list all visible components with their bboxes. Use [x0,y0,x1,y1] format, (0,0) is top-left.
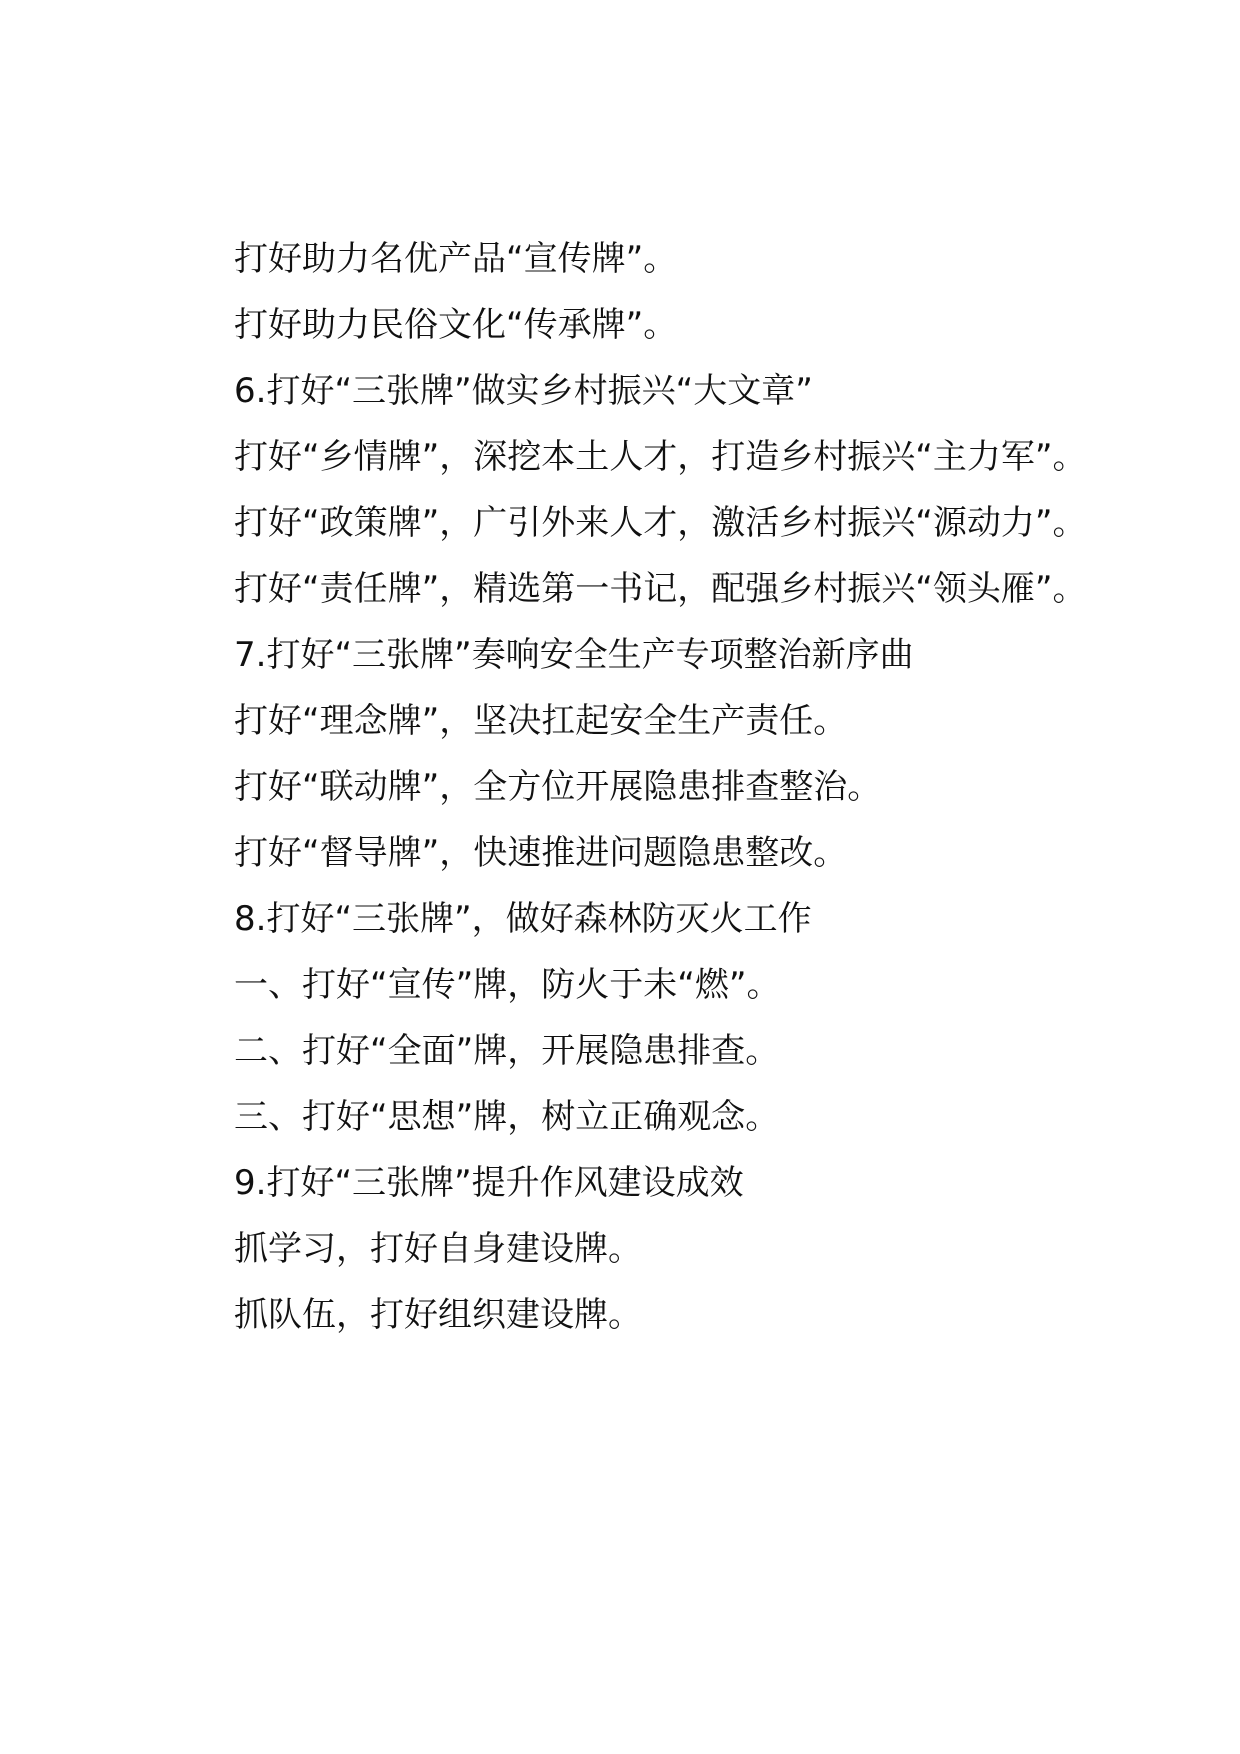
paragraph-heritage-card: 打好助力民俗文化“传承牌”。 [234,305,678,345]
paragraph-policy-card: 打好“政策牌”，广引外来人才，激活乡村振兴“源动力”。 [234,503,1087,543]
heading-section-9: 9.打好“三张牌”提升作风建设成效 [234,1163,744,1203]
paragraph-concept-card: 打好“理念牌”，坚决扛起安全生产责任。 [234,701,848,741]
paragraph-responsibility-card: 打好“责任牌”，精选第一书记，配强乡村振兴“领头雁”。 [234,569,1087,609]
document-body [166,226,1094,1348]
paragraph-team: 抓队伍，打好组织建设牌。 [234,1295,642,1335]
paragraph-linkage-card: 打好“联动牌”，全方位开展隐患排查整治。 [234,767,882,807]
paragraph-supervision-card: 打好“督导牌”，快速推进问题隐患整改。 [234,833,848,873]
paragraph-promotion-card: 打好助力名优产品“宣传牌”。 [234,239,678,279]
paragraph-study: 抓学习，打好自身建设牌。 [234,1229,642,1269]
paragraph-fire-mindset: 三、打好“思想”牌，树立正确观念。 [234,1097,780,1137]
heading-section-8: 8.打好“三张牌”，做好森林防灭火工作 [234,899,812,939]
paragraph-hometown-card: 打好“乡情牌”，深挖本土人才，打造乡村振兴“主力军”。 [234,437,1087,477]
heading-section-6: 6.打好“三张牌”做实乡村振兴“大文章” [234,371,813,411]
paragraph-fire-comprehensive: 二、打好“全面”牌，开展隐患排查。 [234,1031,780,1071]
heading-section-7: 7.打好“三张牌”奏响安全生产专项整治新序曲 [234,635,914,675]
paragraph-fire-publicity: 一、打好“宣传”牌，防火于未“燃”。 [234,965,781,1005]
